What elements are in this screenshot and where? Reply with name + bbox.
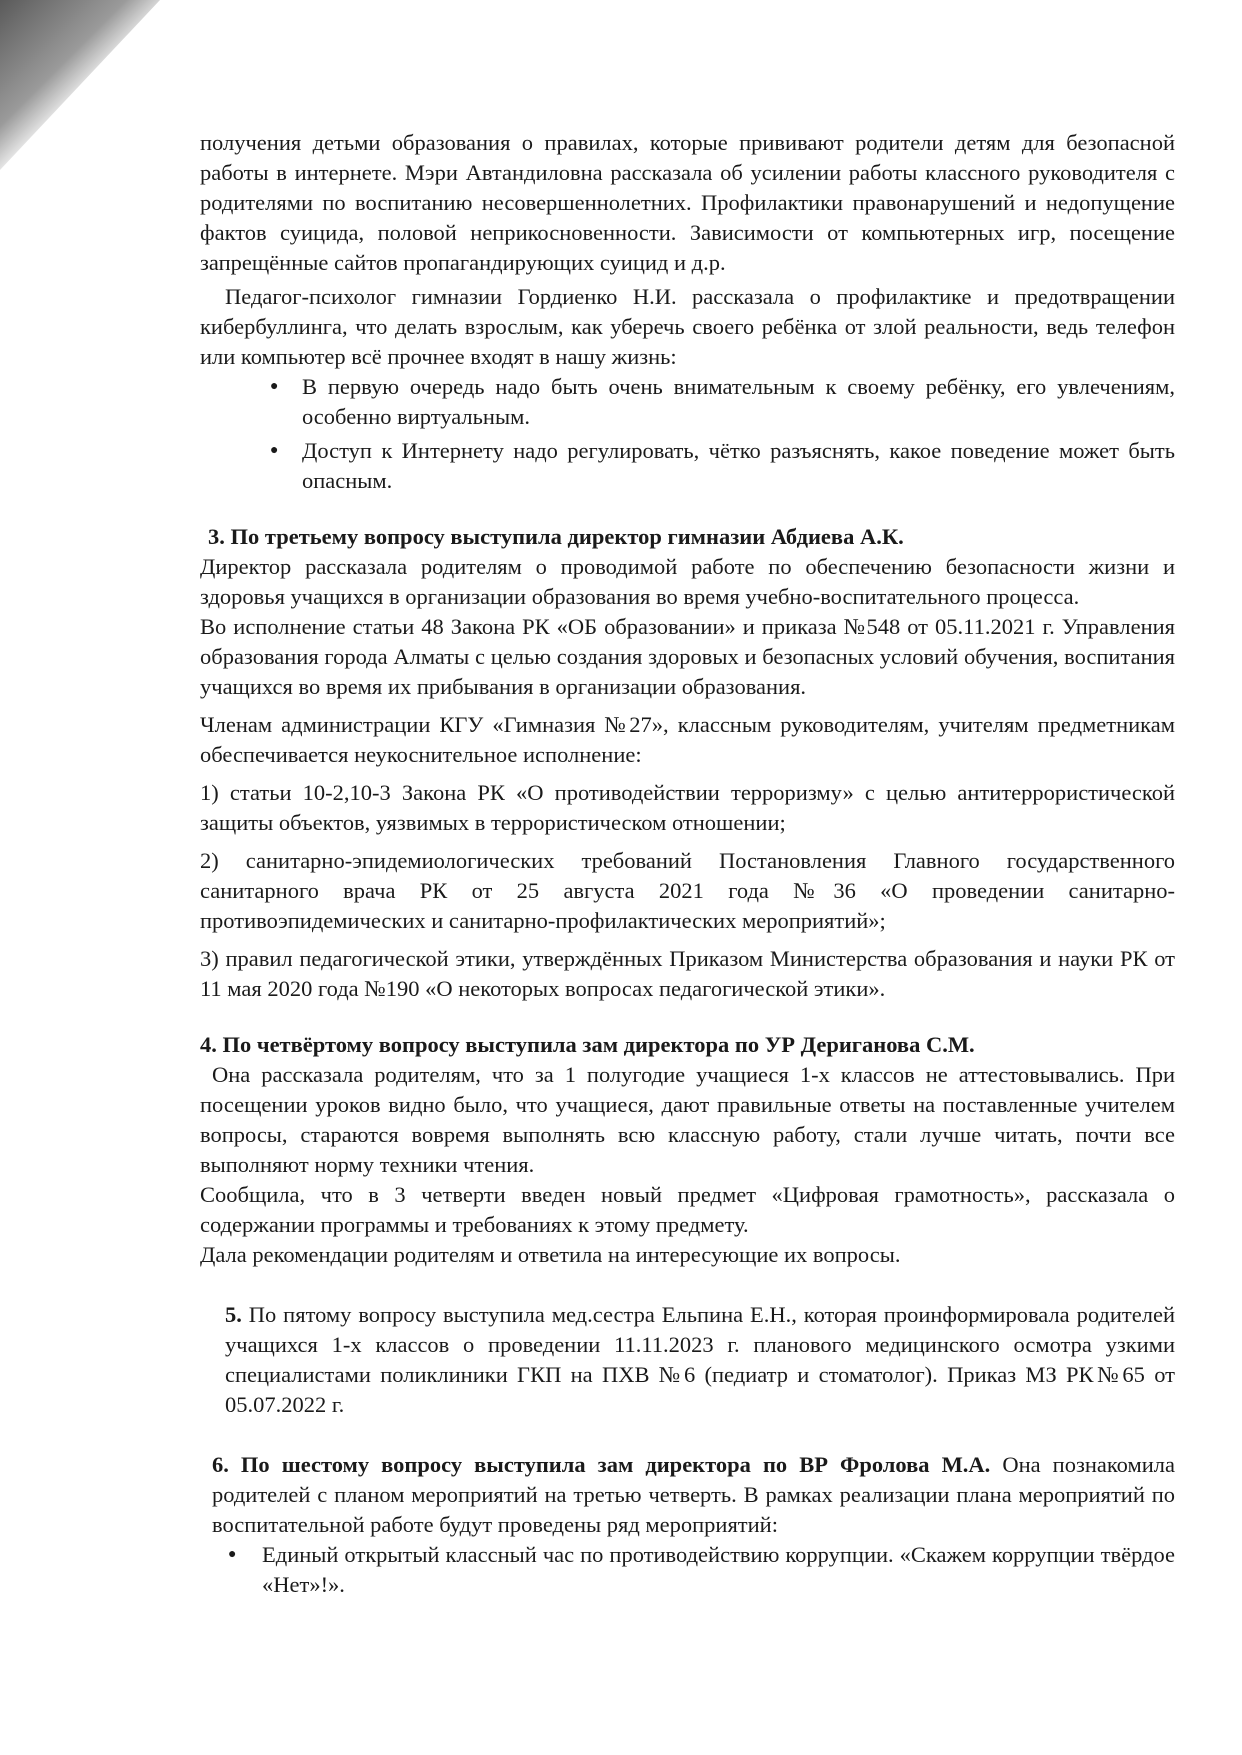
section-3-item: 3) правил педагогической этики, утверждённых Приказом Министерства образования и науки РК от 11 мая 2020 года №190 «О некоторых вопросах педагогической этики». (200, 946, 1175, 1001)
section-6-paragraph (200, 1450, 1175, 1540)
intro-paragraph: получения детьми образования о правилах, которые прививают родители детям для безопасной работы в интернете. Мэри Автандиловна рассказала об усилении работы классного руководителя с родителями по воспитанию несовершеннолетних. Профилактики правонарушений и недопущение фактов суицида, половой неприкосновенности. Зависимости от компьютерных игр, посещение запрещённые сайтов пропагандирующих суицид и д.р. (200, 130, 1175, 275)
list-item: ● Доступ к Интернету надо регулировать, чётко разъяснять, какое поведение может быть опасным. (200, 436, 1175, 496)
section-6-text: Она познакомила родителей с планом мероприятий на третью четверть. В рамках реализации плана мероприятий по воспитательной работе будут проведены ряд мероприятий: (212, 1452, 1175, 1537)
section-4-paragraph: Сообщила, что в 3 четверти введен новый предмет «Цифровая грамотность», рассказала о содержании программы и требованиях к этому предмету. (200, 1182, 1175, 1237)
section-6-heading: 6. По шестому вопросу выступила зам директора по ВР Фролова М.А. (212, 1452, 991, 1477)
document-page (200, 128, 1175, 1600)
advice-list (200, 372, 1175, 496)
section-5-text: По пятому вопросу выступила мед.сестра Ельпина Е.Н., которая проинформировала родителей учащихся 1-х классов о проведении 11.11.2023 г. планового медицинского осмотра узкими специалистами поликлиники ГКП на ПХВ №6 (педиатр и стоматолог). Приказ МЗ РК№65 от 05.07.2022 г. (225, 1302, 1175, 1417)
section-3-heading: 3. По третьему вопросу выступила директор гимназии Абдиева А.К. (208, 524, 904, 549)
section-5-number: 5. (225, 1302, 242, 1327)
section-3-paragraph: Директор рассказала родителям о проводимой работе по обеспечению безопасности жизни и здоровья учащихся в организации образования во время учебно-воспитательного процесса. (200, 554, 1175, 609)
list-item: ● Единый открытый классный час по противодействию коррупции. «Скажем коррупции твёрдое «Нет»!». (200, 1540, 1175, 1600)
psychologist-paragraph: Педагог-психолог гимназии Гордиенко Н.И. рассказала о профилактике и предотвращении кибербуллинга, что делать взрослым, как уберечь своего ребёнка от злой реальности, ведь телефон или компьютер всё прочнее входят в нашу жизнь: (200, 284, 1175, 369)
section-4-paragraph: Дала рекомендации родителям и ответила на интересующие их вопросы. (200, 1242, 901, 1267)
section-3-paragraph: Членам администрации КГУ «Гимназия №27», классным руководителям, учителям предметникам обеспечивается неукоснительное исполнение: (200, 712, 1175, 767)
events-list (200, 1540, 1175, 1600)
section-3-item: 2) санитарно-эпидемиологических требований Постановления Главного государственного санитарного врача РК от 25 августа 2021 года №36 «О проведении санитарно-противоэпидемических и санитарно-профилактических мероприятий»; (200, 848, 1175, 933)
section-3-item: 1) статьи 10-2,10-3 Закона РК «О противодействии терроризму» с целью антитеррористической защиты объектов, уязвимых в террористическом отношении; (200, 780, 1175, 835)
list-item: ● В первую очередь надо быть очень внимательным к своему ребёнку, его увлечениям, особенно виртуальным. (200, 372, 1175, 432)
section-4-heading: 4. По четвёртому вопросу выступила зам директора по УР Дериганова С.М. (200, 1032, 975, 1057)
section-4-paragraph: Она рассказала родителям, что за 1 полугодие учащиеся 1-х классов не аттестовывались. При посещении уроков видно было, что учащиеся, дают правильные ответы на поставленные учителем вопросы, стараются вовремя выполнять всю классную работу, стали лучше читать, почти все выполняют норму техники чтения. (200, 1062, 1175, 1177)
section-5-paragraph (200, 1300, 1175, 1420)
section-3-paragraph: Во исполнение статьи 48 Закона РК «ОБ образовании» и приказа №548 от 05.11.2021 г. Управления образования города Алматы с целью создания здоровых и безопасных условий обучения, воспитания учащихся во время их прибывания в организации образования. (200, 614, 1175, 699)
scan-corner-fold (0, 0, 160, 170)
